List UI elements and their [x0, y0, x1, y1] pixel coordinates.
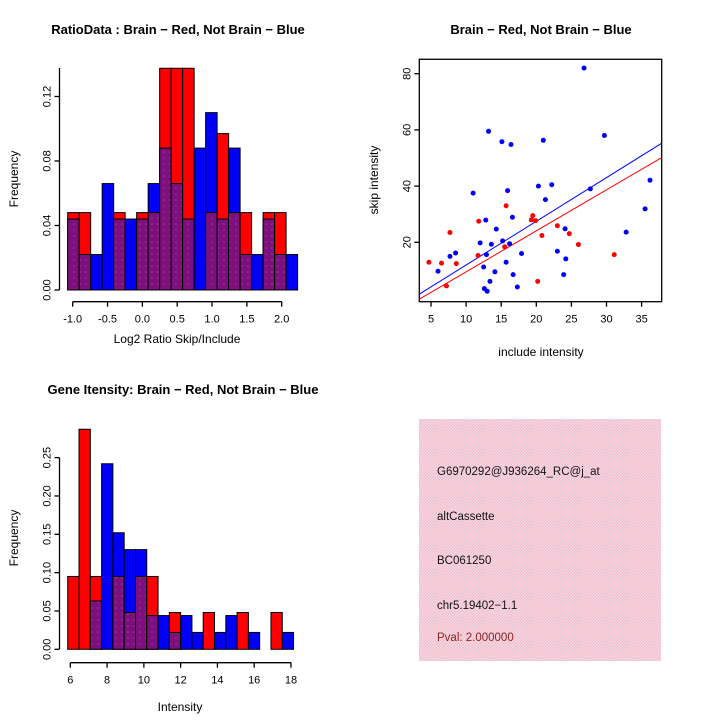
svg-text:35: 35: [635, 313, 648, 326]
svg-text:15: 15: [495, 313, 508, 326]
gene-histogram-ylabel: Frequency: [7, 509, 21, 567]
accession-text: BC061250: [437, 555, 492, 567]
svg-text:14: 14: [211, 674, 224, 687]
svg-text:0.04: 0.04: [41, 214, 54, 237]
intensity-scatter-points: [419, 66, 662, 300]
svg-text:10: 10: [459, 313, 473, 326]
svg-text:5: 5: [427, 313, 435, 326]
scatter-title: Brain − Red, Not Brain − Blue: [450, 22, 632, 37]
svg-text:0.15: 0.15: [41, 523, 54, 546]
ratio-histogram-bars: [68, 68, 298, 290]
ratio-histogram-title: RatioData : Brain − Red, Not Brain − Blue: [51, 22, 305, 37]
probe-id-text: G6970292@J936264_RC@j_at: [437, 466, 600, 478]
ratio-histogram-xlabel: Log2 Ratio Skip/Include: [113, 332, 241, 346]
svg-text:18: 18: [284, 674, 298, 687]
svg-text:0.00: 0.00: [41, 279, 54, 301]
svg-text:25: 25: [565, 313, 578, 326]
ratio-histogram-ylabel: Frequency: [7, 150, 21, 208]
svg-text:20: 20: [401, 236, 414, 249]
svg-text:-1.0: -1.0: [63, 313, 83, 326]
intensity-scatter-panel: [401, 59, 662, 325]
svg-text:12: 12: [174, 674, 187, 687]
svg-text:1.5: 1.5: [239, 313, 255, 326]
svg-text:0.10: 0.10: [41, 561, 54, 584]
svg-text:1.0: 1.0: [204, 313, 220, 326]
svg-text:0.05: 0.05: [41, 600, 54, 622]
gene-histogram-title: Gene Itensity: Brain − Red, Not Brain − Blue: [47, 382, 319, 397]
ratio-histogram-panel: [42, 68, 298, 326]
pval-text: Pval: 2.000000: [437, 632, 514, 644]
svg-text:16: 16: [248, 674, 261, 687]
svg-text:30: 30: [600, 313, 613, 326]
splice-type-text: altCassette: [437, 511, 495, 523]
svg-text:0.5: 0.5: [169, 313, 185, 326]
svg-text:2.0: 2.0: [274, 313, 290, 326]
svg-text:20: 20: [530, 313, 543, 326]
gene-intensity-histogram-panel: [42, 429, 298, 686]
scatter-xlabel: include intensity: [498, 345, 584, 359]
svg-text:0.12: 0.12: [41, 85, 54, 108]
svg-text:8: 8: [104, 674, 111, 687]
scatter-ylabel: skip intensity: [367, 145, 381, 215]
svg-text:0.0: 0.0: [134, 313, 151, 326]
gene-intensity-histogram-bars: [68, 429, 294, 649]
svg-text:10: 10: [137, 674, 150, 687]
svg-text:6: 6: [67, 674, 74, 687]
svg-text:60: 60: [401, 123, 414, 137]
svg-text:0.00: 0.00: [41, 638, 54, 661]
svg-text:0.25: 0.25: [41, 446, 54, 469]
svg-text:0.20: 0.20: [41, 485, 54, 507]
gene-histogram-xlabel: Intensity: [157, 700, 203, 714]
gene-info-panel: [419, 419, 661, 661]
svg-text:-0.5: -0.5: [98, 313, 118, 326]
svg-text:80: 80: [401, 67, 414, 80]
chromosome-location-text: chr5.19402−1.1: [437, 600, 518, 612]
svg-text:0.08: 0.08: [41, 150, 54, 172]
svg-text:40: 40: [401, 179, 414, 193]
